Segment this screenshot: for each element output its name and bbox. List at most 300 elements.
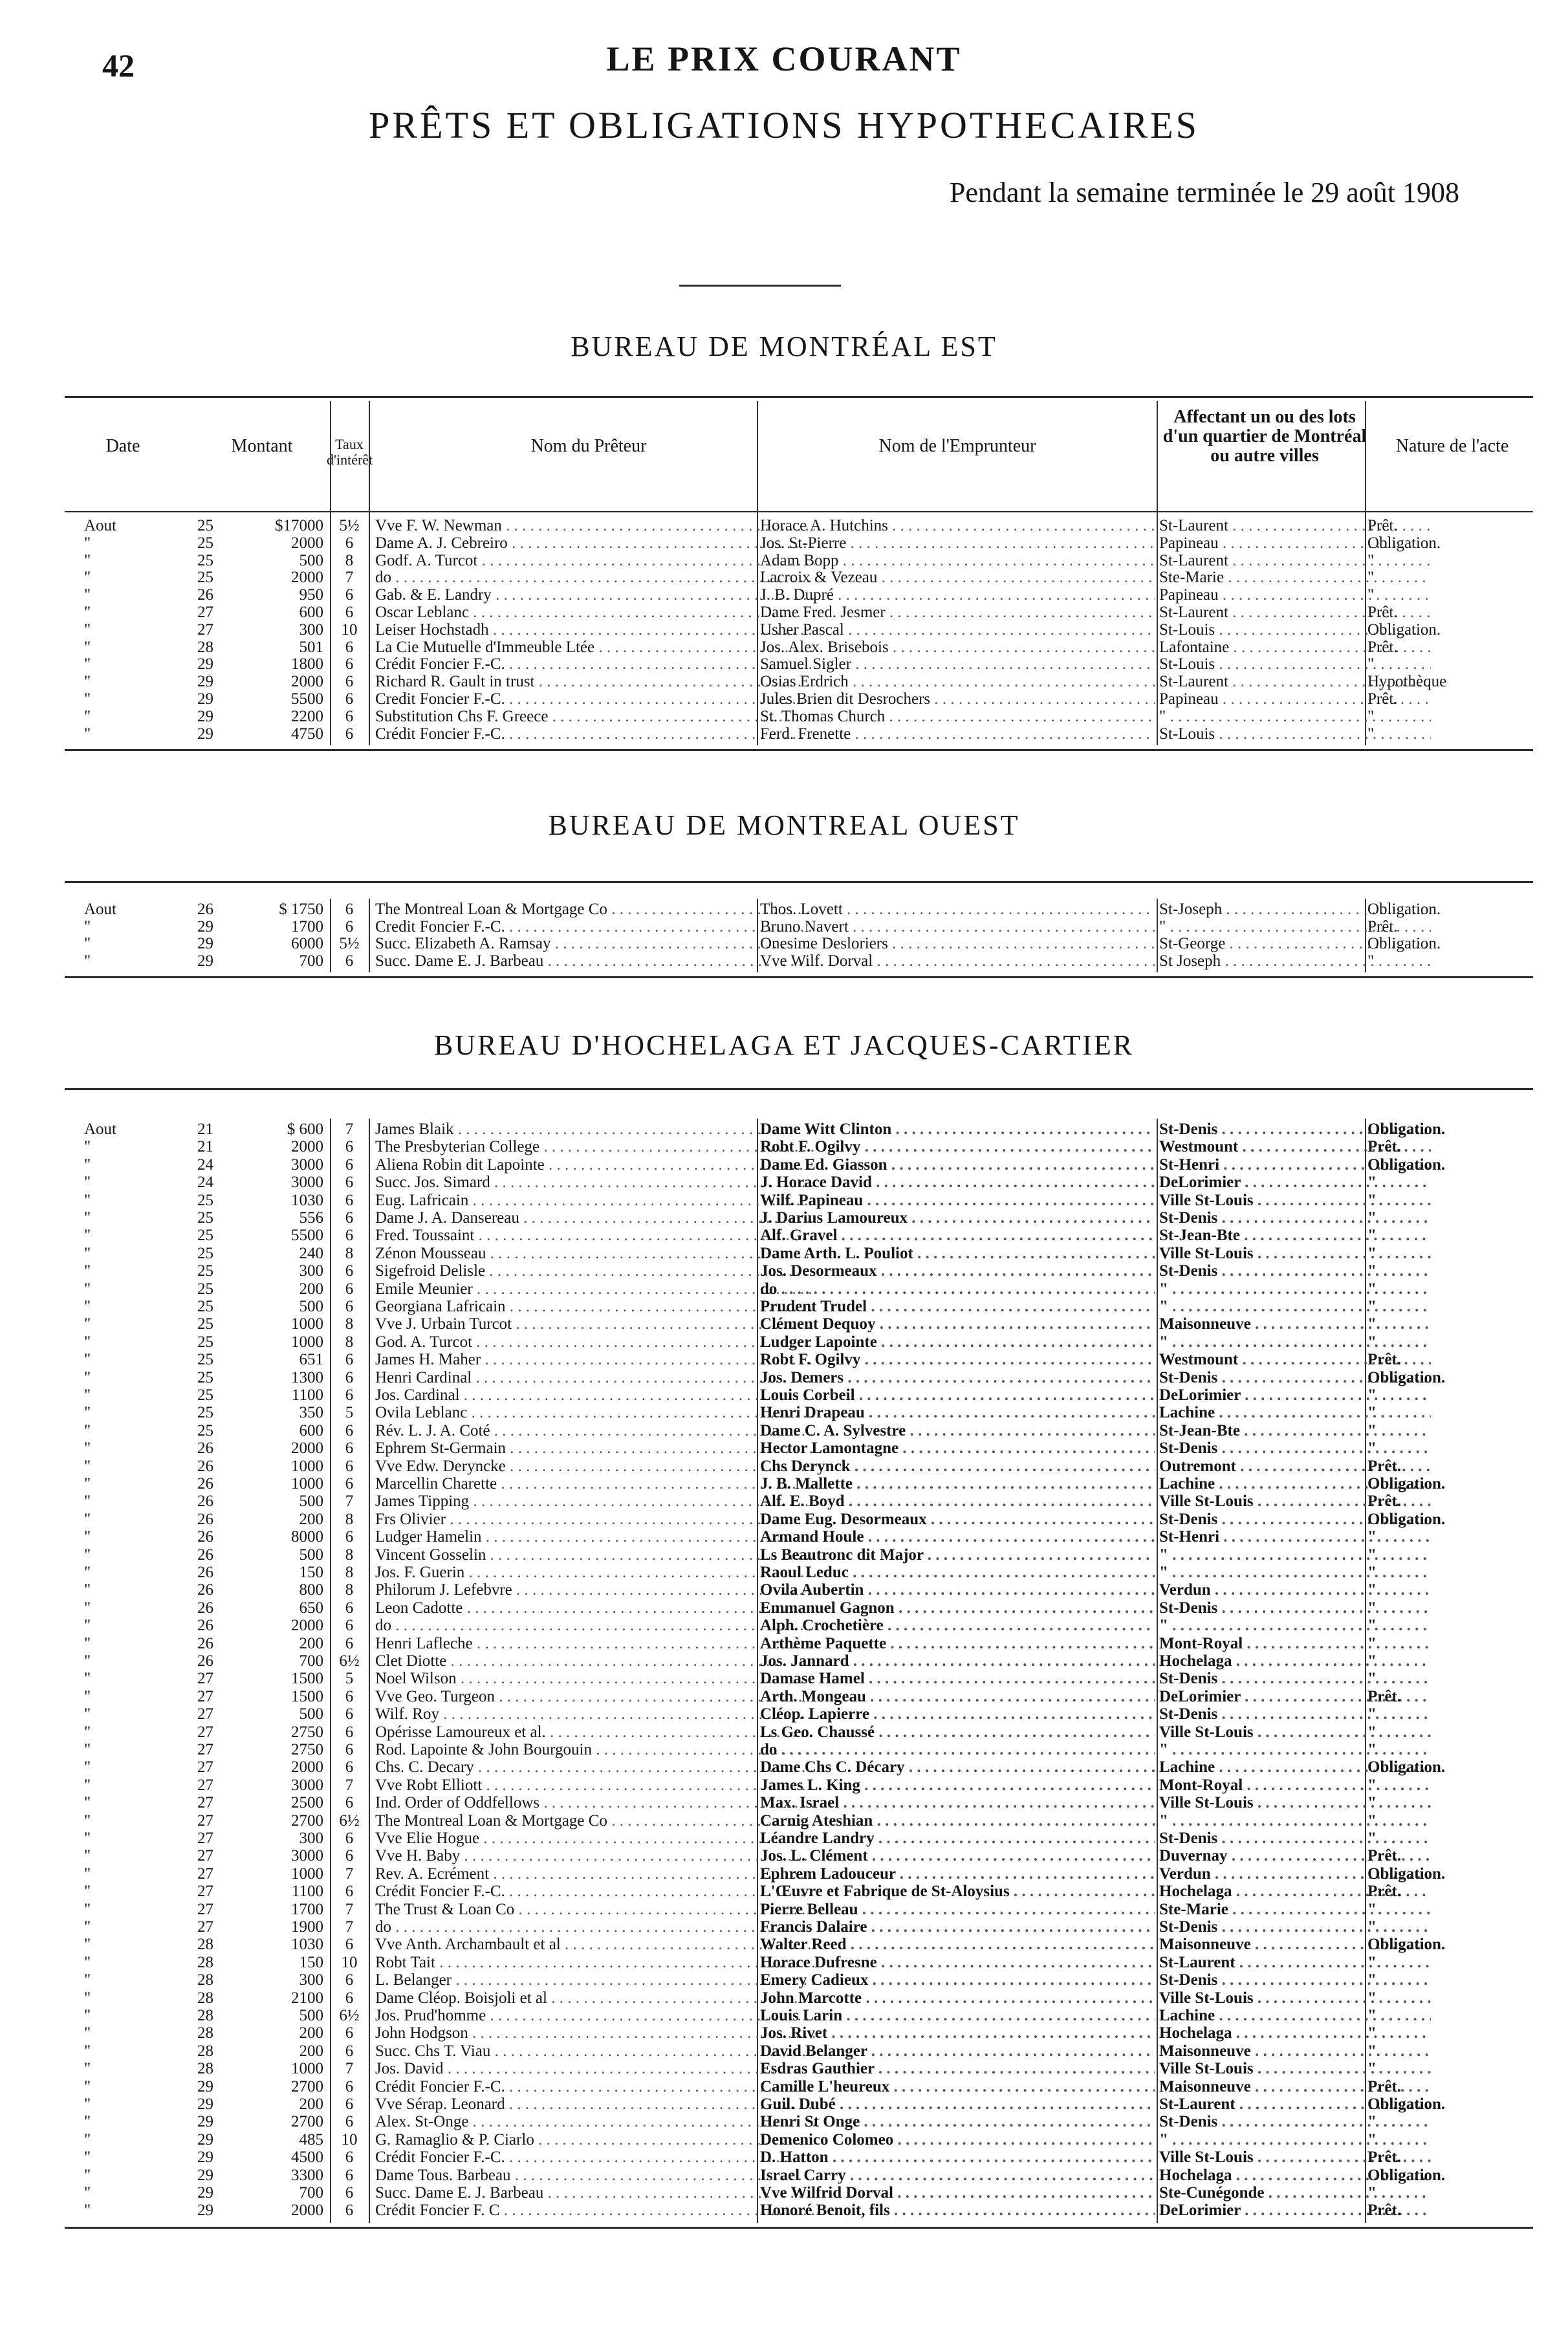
row-month: " (84, 1617, 91, 1635)
row-location: St-Henri . . . (1159, 1157, 1431, 1174)
row-nature: " (1367, 1405, 1377, 1422)
row-lender: Substitution Chs F. Greece . . . (375, 708, 815, 725)
row-month: " (84, 1405, 91, 1422)
row-lender: James Blaik . . . (375, 1121, 815, 1138)
row-month: " (84, 639, 91, 656)
section-top-rule (65, 1088, 1533, 1090)
page-number: 42 (102, 47, 135, 83)
row-month: " (84, 2096, 91, 2113)
row-day: 25 (197, 1210, 213, 1227)
row-month: " (84, 952, 91, 970)
row-lender: The Trust & Loan Co . . . (375, 1901, 815, 1918)
row-month: " (84, 1688, 91, 1705)
row-lender: Opérisse Lamoureux et al. . . . (375, 1724, 815, 1741)
row-day: 29 (197, 691, 213, 708)
row-rate: 5 (345, 1405, 354, 1422)
row-location: St-Laurent . . . (1159, 518, 1431, 534)
row-month: " (84, 1777, 91, 1794)
row-borrower: Jos. St-Pierre . . . (760, 535, 1155, 552)
row-amount: 1700 (291, 918, 323, 935)
row-amount: 1300 (291, 1369, 323, 1386)
row-borrower: Damase Hamel . . . (760, 1670, 1155, 1687)
row-nature: " (1367, 1582, 1377, 1599)
row-month: " (84, 2025, 91, 2042)
row-rate: 8 (345, 1582, 354, 1599)
row-month: " (84, 1901, 91, 1918)
table-row (65, 1777, 1533, 1794)
row-amount: 2000 (291, 534, 323, 552)
row-nature: " (1367, 1617, 1377, 1635)
row-amount: 600 (299, 1422, 323, 1439)
row-amount: 2100 (291, 1989, 323, 2007)
row-lender: James Tipping . . . (375, 1493, 815, 1510)
row-month: " (84, 1830, 91, 1847)
row-month: " (84, 1670, 91, 1688)
row-amount: 2000 (291, 673, 323, 691)
row-month: " (84, 1742, 91, 1758)
row-borrower: Vve Wilf. Dorval . . . (760, 953, 1155, 970)
row-borrower: Chs Derynck . . . (760, 1458, 1155, 1475)
row-nature: Obligation. (1367, 2096, 1446, 2113)
row-location: St-Louis . . . (1159, 656, 1431, 673)
row-borrower: Vve Wilfrid Dorval . . . (760, 2185, 1155, 2202)
row-day: 29 (197, 2078, 213, 2095)
row-rate: 6 (345, 1706, 354, 1723)
row-month: " (84, 604, 91, 621)
row-borrower: Jos. Jannard . . . (760, 1653, 1155, 1670)
row-borrower: Hector Lamontagne . . . (760, 1440, 1155, 1457)
row-location: " . . . (1159, 1334, 1431, 1351)
row-borrower: J. Darius Lamoureux . . . (760, 1210, 1155, 1227)
row-month: Aout (84, 518, 116, 534)
row-rate: 6 (345, 1351, 354, 1369)
row-rate: 6 (345, 918, 354, 935)
row-lender: Georgiana Lafricain . . . (375, 1298, 815, 1315)
row-lender: Henri Cardinal . . . (375, 1370, 815, 1386)
row-amount: 556 (299, 1210, 323, 1227)
table-row (65, 1405, 1533, 1421)
row-location: St-Laurent . . . (1159, 604, 1431, 621)
table-row (65, 1670, 1533, 1687)
table-row (65, 1121, 1533, 1138)
table-row (65, 953, 1533, 970)
row-day: 28 (197, 1936, 213, 1954)
col-header-location: Affectant un ou des lots d'un quartier de Montréal ou autre villes (1162, 407, 1367, 466)
row-day: 27 (197, 621, 213, 639)
row-rate: 5½ (339, 935, 360, 952)
row-lender: Crédit Foncier F.-C. . . . (375, 2079, 815, 2095)
row-month: " (84, 2078, 91, 2095)
row-amount: 2700 (291, 2114, 323, 2131)
row-nature: Prêt. (1367, 639, 1398, 656)
row-location: St-Jean-Bte . . . (1159, 1227, 1431, 1244)
row-borrower: Thos. Lovett . . . (760, 901, 1155, 918)
row-month: " (84, 1351, 91, 1369)
row-borrower: Walter Reed . . . (760, 1936, 1155, 1953)
row-amount: 3000 (291, 1174, 323, 1192)
row-month: " (84, 1280, 91, 1298)
row-rate: 6 (345, 952, 354, 970)
row-nature: Obligation. (1367, 1511, 1446, 1528)
row-rate: 6 (345, 1742, 354, 1758)
row-lender: Crédit Foncier F.-C. . . . (375, 1883, 815, 1900)
row-lender: Henri Lafleche . . . (375, 1635, 815, 1652)
row-amount: 2700 (291, 1812, 323, 1830)
table-row (65, 1334, 1533, 1351)
table-row (65, 1972, 1533, 1989)
row-location: St-Louis . . . (1159, 726, 1431, 743)
row-day: 29 (197, 2131, 213, 2149)
row-rate: 6 (345, 901, 354, 918)
row-location: Hochelaga . . . (1159, 2025, 1431, 2042)
table-row (65, 935, 1533, 952)
table-row (65, 1600, 1533, 1617)
row-lender: Vve J. Urbain Turcot . . . (375, 1316, 815, 1333)
row-nature: " (1367, 1742, 1377, 1758)
row-amount: 240 (299, 1245, 323, 1262)
row-month: " (84, 1954, 91, 1971)
row-borrower: Robt F. Ogilvy . . . (760, 1351, 1155, 1368)
row-borrower: Bruno Navert . . . (760, 919, 1155, 935)
row-month: " (84, 1564, 91, 1581)
row-nature: " (1367, 1174, 1377, 1192)
table-row (65, 2096, 1533, 2113)
table-row (65, 1511, 1533, 1528)
row-lender: Leiser Hochstadh . . . (375, 622, 815, 639)
row-day: 24 (197, 1174, 213, 1192)
row-day: 25 (197, 534, 213, 552)
row-lender: Clet Diotte . . . (375, 1653, 815, 1670)
row-nature: " (1367, 1635, 1377, 1652)
row-rate: 7 (345, 1865, 354, 1883)
row-rate: 10 (341, 2131, 358, 2149)
row-amount: 300 (299, 1830, 323, 1847)
row-month: " (84, 2149, 91, 2167)
row-month: " (84, 1812, 91, 1830)
row-location: St Joseph . . . (1159, 953, 1431, 970)
row-rate: 8 (345, 1316, 354, 1333)
row-amount: 700 (299, 2185, 323, 2202)
row-nature: " (1367, 1919, 1377, 1936)
row-rate: 6 (345, 2114, 354, 2131)
row-month: " (84, 1493, 91, 1511)
row-location: Maisonneuve . . . (1159, 1936, 1431, 1953)
table-row (65, 1174, 1533, 1191)
row-rate: 6 (345, 1227, 354, 1245)
row-rate: 6½ (339, 2007, 360, 2024)
row-borrower: John Marcotte . . . (760, 1990, 1155, 2007)
table-row (65, 1547, 1533, 1564)
row-borrower: Horace A. Hutchins . . . (760, 518, 1155, 534)
row-day: 25 (197, 518, 213, 534)
row-location: Maisonneuve . . . (1159, 2079, 1431, 2095)
row-borrower: Ls Beautronc dit Major . . . (760, 1547, 1155, 1564)
row-location: " . . . (1159, 2132, 1431, 2149)
row-lender: Credit Foncier F.-C. . . . (375, 919, 815, 935)
row-borrower: Emmanuel Gagnon . . . (760, 1600, 1155, 1617)
row-borrower: Dame Arth. L. Pouliot . . . (760, 1245, 1155, 1262)
row-nature: " (1367, 1280, 1377, 1298)
row-nature: " (1367, 1210, 1377, 1227)
row-nature: " (1367, 1777, 1377, 1794)
row-borrower: St. Thomas Church . . . (760, 708, 1155, 725)
row-day: 29 (197, 2096, 213, 2113)
row-borrower: Arth. Mongeau . . . (760, 1689, 1155, 1705)
row-rate: 6 (345, 1529, 354, 1546)
row-amount: 8000 (291, 1529, 323, 1546)
row-lender: Rod. Lapointe & John Bourgouin . . . (375, 1742, 815, 1758)
row-rate: 6 (345, 2149, 354, 2167)
row-day: 26 (197, 1582, 213, 1599)
row-amount: 2000 (291, 1440, 323, 1458)
row-lender: Succ. Dame E. J. Barbeau . . . (375, 953, 815, 970)
table-row (65, 1990, 1533, 2007)
row-nature: Prêt. (1367, 604, 1398, 621)
row-amount: 150 (299, 1954, 323, 1971)
table-row (65, 2043, 1533, 2060)
table-row (65, 1830, 1533, 1847)
row-lender: Dame A. J. Cebreiro . . . (375, 535, 815, 552)
row-borrower: Jos. L. Clément . . . (760, 1848, 1155, 1864)
row-day: 25 (197, 552, 213, 569)
row-location: St-Jean-Bte . . . (1159, 1423, 1431, 1439)
row-location: St-Denis . . . (1159, 1370, 1431, 1386)
row-lender: Chs. C. Decary . . . (375, 1759, 815, 1776)
row-nature: Obligation. (1367, 534, 1441, 552)
row-month: " (84, 935, 91, 952)
row-rate: 6 (345, 1387, 354, 1404)
row-borrower: Cléop. Lapierre . . . (760, 1706, 1155, 1723)
table-row (65, 1423, 1533, 1439)
row-amount: 350 (299, 1405, 323, 1422)
row-nature: " (1367, 1723, 1377, 1741)
row-rate: 6 (345, 1635, 354, 1652)
row-rate: 8 (345, 1546, 354, 1564)
row-day: 29 (197, 708, 213, 725)
row-rate: 6 (345, 2185, 354, 2202)
row-lender: G. Ramaglio & P. Ciarlo . . . (375, 2132, 815, 2149)
row-location: Ville St-Louis . . . (1159, 1795, 1431, 1811)
row-amount: 1500 (291, 1688, 323, 1705)
row-borrower: James L. King . . . (760, 1777, 1155, 1794)
row-nature: " (1367, 1192, 1377, 1209)
row-month: Aout (84, 901, 116, 918)
row-lender: La Cie Mutuelle d'Immeuble Ltée . . . (375, 639, 815, 656)
row-borrower: Léandre Landry . . . (760, 1830, 1155, 1847)
row-location: Hochelaga . . . (1159, 1883, 1431, 1900)
row-borrower: Jos. Demers . . . (760, 1370, 1155, 1386)
row-rate: 8 (345, 1511, 354, 1528)
row-month: " (84, 2202, 91, 2220)
row-month: " (84, 2114, 91, 2131)
table-row (65, 2114, 1533, 2130)
row-lender: L. Belanger . . . (375, 1972, 815, 1989)
row-nature: " (1367, 1298, 1377, 1315)
row-month: " (84, 569, 91, 587)
header-bottom-rule (65, 511, 1533, 512)
row-day: 26 (197, 1617, 213, 1635)
row-rate: 6 (345, 639, 354, 656)
row-lender: Oscar Leblanc . . . (375, 604, 815, 621)
row-rate: 7 (345, 2061, 354, 2078)
row-location: Lachine . . . (1159, 1405, 1431, 1421)
title-divider (679, 285, 841, 287)
row-amount: 1000 (291, 2061, 323, 2078)
row-amount: 4750 (291, 725, 323, 743)
row-day: 21 (197, 1139, 213, 1156)
row-location: Ville St-Louis . . . (1159, 1192, 1431, 1209)
row-lender: Succ. Jos. Simard . . . (375, 1174, 815, 1191)
row-amount: 300 (299, 621, 323, 639)
row-borrower: Louis Corbeil . . . (760, 1387, 1155, 1404)
row-location: Ville St-Louis . . . (1159, 1724, 1431, 1741)
row-location: Ville St-Louis . . . (1159, 1493, 1431, 1510)
row-amount: 500 (299, 1706, 323, 1723)
row-day: 26 (197, 1529, 213, 1546)
row-borrower: Max. Israel . . . (760, 1795, 1155, 1811)
row-borrower: Louis Larin . . . (760, 2007, 1155, 2024)
col-header-rate: Taux d'intérêt (327, 436, 373, 468)
row-lender: Vve H. Baby . . . (375, 1848, 815, 1864)
row-rate: 6 (345, 1422, 354, 1439)
row-nature: " (1367, 1440, 1377, 1458)
row-nature: Hypothèque (1367, 673, 1447, 691)
table-row (65, 552, 1533, 569)
row-nature: Prêt. (1367, 691, 1398, 708)
row-location: St-Denis . . . (1159, 1706, 1431, 1723)
table-row (65, 2007, 1533, 2024)
row-nature: " (1367, 1812, 1377, 1830)
row-nature: " (1367, 1529, 1377, 1546)
row-day: 25 (197, 1387, 213, 1404)
row-month: " (84, 1227, 91, 1245)
table-row (65, 1813, 1533, 1830)
row-rate: 6 (345, 1156, 354, 1174)
row-day: 29 (197, 952, 213, 970)
table-row (65, 2185, 1533, 2202)
row-month: " (84, 1369, 91, 1386)
row-day: 21 (197, 1121, 213, 1138)
row-amount: $17000 (275, 518, 323, 534)
table-row (65, 2025, 1533, 2042)
row-month: " (84, 1795, 91, 1812)
row-day: 24 (197, 1156, 213, 1174)
row-amount: 1030 (291, 1936, 323, 1954)
row-amount: 700 (299, 1653, 323, 1670)
row-rate: 6 (345, 2025, 354, 2042)
row-location: Maisonneuve . . . (1159, 1316, 1431, 1333)
row-rate: 6 (345, 1280, 354, 1298)
row-amount: 1100 (291, 1387, 323, 1404)
row-lender: Vve Edw. Deryncke . . . (375, 1458, 815, 1475)
row-nature: " (1367, 725, 1375, 743)
row-borrower: Guil. Dubé . . . (760, 2096, 1155, 2113)
row-nature: " (1367, 1830, 1377, 1847)
row-day: 27 (197, 1883, 213, 1901)
row-location: St-Denis . . . (1159, 1263, 1431, 1280)
row-borrower: Honoré Benoit, fils . . . (760, 2202, 1155, 2219)
row-location: Duvernay . . . (1159, 1848, 1431, 1864)
row-lender: Noel Wilson . . . (375, 1670, 815, 1687)
row-day: 29 (197, 2167, 213, 2184)
row-month: " (84, 656, 91, 673)
table-row (65, 1919, 1533, 1936)
row-borrower: Arthème Paquette . . . (760, 1635, 1155, 1652)
row-nature: Obligation. (1367, 2167, 1446, 2184)
section-bottom-rule (65, 976, 1533, 978)
row-amount: 501 (299, 639, 323, 656)
row-nature: " (1367, 1653, 1377, 1670)
row-day: 27 (197, 1919, 213, 1936)
row-lender: Vve Geo. Turgeon . . . (375, 1689, 815, 1705)
row-nature: " (1367, 1245, 1377, 1262)
row-lender: Succ. Chs T. Viau . . . (375, 2043, 815, 2060)
row-location: St-Denis . . . (1159, 1600, 1431, 1617)
row-lender: Crédit Foncier F. C . . . (375, 2202, 815, 2219)
row-month: " (84, 1511, 91, 1528)
row-amount: 2200 (291, 708, 323, 725)
row-rate: 6 (345, 725, 354, 743)
row-location: St-Laurent . . . (1159, 1954, 1431, 1971)
row-lender: Dame Tous. Barbeau . . . (375, 2167, 815, 2184)
row-day: 27 (197, 1795, 213, 1812)
row-location: DeLorimier . . . (1159, 2202, 1431, 2219)
row-location: Mont-Royal . . . (1159, 1777, 1431, 1794)
row-nature: " (1367, 2042, 1377, 2060)
row-day: 25 (197, 1369, 213, 1386)
row-borrower: Clément Dequoy . . . (760, 1316, 1155, 1333)
table-row (65, 901, 1533, 918)
row-amount: 3300 (291, 2167, 323, 2184)
row-borrower: Israel Carry . . . (760, 2167, 1155, 2184)
row-lender: Succ. Dame E. J. Barbeau . . . (375, 2185, 815, 2202)
row-lender: Rév. L. J. A. Coté . . . (375, 1423, 815, 1439)
row-location: Mont-Royal . . . (1159, 1635, 1431, 1652)
row-lender: Emile Meunier . . . (375, 1281, 815, 1298)
row-location: St-Denis . . . (1159, 1511, 1431, 1528)
row-rate: 6 (345, 1192, 354, 1209)
row-amount: 651 (299, 1351, 323, 1369)
row-amount: 300 (299, 1972, 323, 1989)
row-amount: $ 1750 (279, 901, 323, 918)
row-amount: 2000 (291, 1759, 323, 1777)
row-rate: 6 (345, 2096, 354, 2113)
row-day: 27 (197, 1901, 213, 1918)
table-row (65, 2149, 1533, 2166)
row-location: " . . . (1159, 1564, 1431, 1581)
row-location: Ste-Cunégonde . . . (1159, 2185, 1431, 2202)
row-rate: 6 (345, 656, 354, 673)
row-location: St-Denis . . . (1159, 1919, 1431, 1936)
row-amount: 3000 (291, 1848, 323, 1865)
row-borrower: Raoul Leduc . . . (760, 1564, 1155, 1581)
row-nature: " (1367, 952, 1375, 970)
row-lender: Jos. Prud'homme . . . (375, 2007, 815, 2024)
row-amount: 500 (299, 1298, 323, 1315)
row-lender: Alex. St-Onge . . . (375, 2114, 815, 2130)
row-day: 29 (197, 935, 213, 952)
row-borrower: do . . . (760, 1742, 1155, 1758)
row-lender: Crédit Foncier F.-C. . . . (375, 2149, 815, 2166)
row-location: DeLorimier . . . (1159, 1174, 1431, 1191)
row-lender: Ind. Order of Oddfellows . . . (375, 1795, 815, 1811)
row-amount: 1900 (291, 1919, 323, 1936)
row-location: Ville St-Louis . . . (1159, 1990, 1431, 2007)
row-month: " (84, 1440, 91, 1458)
row-amount: 5500 (291, 691, 323, 708)
section-title: BUREAU D'HOCHELAGA ET JACQUES-CARTIER (433, 1029, 1135, 1061)
row-rate: 6 (345, 1369, 354, 1386)
